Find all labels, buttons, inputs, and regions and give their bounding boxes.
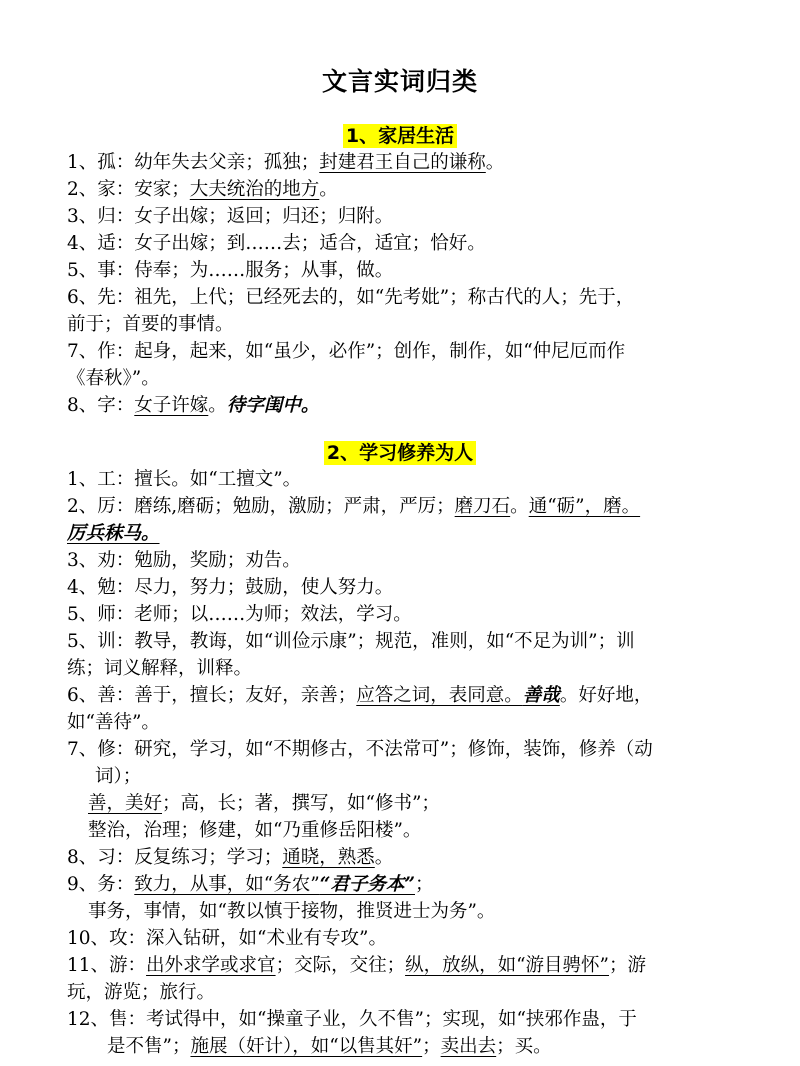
underlined-text: 致力，从事，如“务农” bbox=[134, 874, 320, 895]
underlined-text: 磨刀石 bbox=[454, 496, 511, 517]
entry-2-12: 12、售：考试得中，如“操童子业，久不售”；实现，如“挟邪作蛊，于 bbox=[67, 1009, 637, 1030]
text: 9、务： bbox=[67, 874, 135, 895]
entry-2-11 bbox=[67, 953, 760, 979]
entry-2-5: 5、师：老师；以……为师；效法，学习。 bbox=[67, 604, 412, 625]
text: 。 bbox=[319, 179, 338, 200]
entry-2-3: 3、劝：勉励，奖励；劝告。 bbox=[67, 550, 301, 571]
entry-2-9-sense2: 事务，事情，如“教以慎于接物，推贤进士为务”。 bbox=[88, 901, 496, 922]
entry-2-11-cont: 玩，游览；旅行。 bbox=[67, 982, 216, 1003]
entry-1-7: 7、作：起身，起来，如“虽少，必作”；创作，制作，如“仲尼厄而作 bbox=[67, 341, 626, 362]
entry-2-2-cont bbox=[67, 521, 760, 547]
section-heading-2 bbox=[0, 440, 800, 466]
entry-2-7-sense2 bbox=[88, 791, 760, 817]
entry-2-12-cont bbox=[107, 1034, 760, 1060]
entry-1-6: 6、先：祖先，上代；已经死去的，如“先考妣”；称古代的人；先于， bbox=[67, 287, 635, 308]
text: 8、字： bbox=[67, 395, 135, 416]
entry-2-9 bbox=[67, 872, 760, 898]
entry-2-2 bbox=[67, 494, 760, 520]
entry-1-1 bbox=[67, 150, 760, 176]
underlined-text: 出外求学或求官 bbox=[146, 955, 276, 976]
entry-2-6-cont: 如“善待”。 bbox=[67, 712, 160, 733]
entry-2-7-sense3: 整治，治理；修建，如“乃重修岳阳楼”。 bbox=[88, 820, 422, 841]
entry-2-5b: 5、训：教导，教诲，如“训俭示康”；规范，准则，如“不足为训”；训 bbox=[67, 631, 635, 652]
page-title: 文言实词归类 bbox=[321, 67, 478, 96]
text: 。 bbox=[374, 847, 394, 868]
text: 1、孤：幼年失去父亲；孤独； bbox=[67, 152, 320, 173]
underlined-text: 纵，放纵，如“游目骋怀” bbox=[405, 955, 609, 976]
underlined-text: 应答之词，表同意。 bbox=[356, 685, 523, 706]
entry-2-5b-cont: 练；词义解释，训释。 bbox=[67, 658, 253, 679]
text: 是不售”； bbox=[107, 1036, 191, 1057]
entry-1-5: 5、事：侍奉；为……服务；从事，做。 bbox=[67, 260, 394, 281]
underlined-text: 女子许嫁 bbox=[134, 395, 209, 416]
text: 6、善：善于，擅长；友好，亲善； bbox=[67, 685, 357, 706]
text: ；买。 bbox=[496, 1036, 552, 1057]
entry-2-7: 7、修：研究，学习，如“不期修古，不法常可”；修饰，装饰，修养（动 bbox=[67, 739, 653, 760]
text: 2、家：安家； bbox=[67, 179, 190, 200]
text: 。 bbox=[485, 152, 505, 173]
text: ；交际，交往； bbox=[275, 955, 406, 976]
handwritten-text: 善哉 bbox=[522, 685, 560, 706]
text: 11、游： bbox=[67, 955, 147, 976]
underlined-text: 封建君王自己的谦称 bbox=[319, 152, 486, 173]
entry-2-8 bbox=[67, 845, 760, 871]
underlined-text: 通晓，熟悉 bbox=[282, 847, 375, 868]
entry-1-6-cont: 前于；首要的事情。 bbox=[67, 314, 234, 335]
text: 。 bbox=[208, 395, 227, 416]
text: ；高，长；著，撰写，如“修书”； bbox=[162, 793, 440, 814]
entry-2-7-cont: 词）； bbox=[95, 766, 142, 787]
entry-1-2 bbox=[67, 177, 760, 203]
section-heading-1 bbox=[0, 123, 800, 149]
entry-2-1: 1、工：擅长。如“工擅文”。 bbox=[67, 469, 302, 490]
text: ； bbox=[415, 874, 434, 895]
text: ； bbox=[422, 1036, 441, 1057]
handwritten-text: 厉兵秣马。 bbox=[67, 523, 160, 544]
text: 2、厉：磨练,磨砺；勉励，激励；严肃，严厉； bbox=[67, 496, 455, 517]
entry-2-4: 4、勉：尽力，努力；鼓励，使人努力。 bbox=[67, 577, 394, 598]
underlined-text: 卖出去 bbox=[440, 1036, 497, 1057]
entry-2-10: 10、攻：深入钻研，如“术业有专攻”。 bbox=[67, 928, 387, 949]
text: 。好好地， bbox=[559, 685, 653, 706]
text: 。 bbox=[510, 496, 529, 517]
section-heading-2-label: 2、学习修养为人 bbox=[324, 441, 476, 465]
underlined-text: 大夫统治的地方 bbox=[189, 179, 320, 200]
underlined-text: 善，美好 bbox=[88, 793, 163, 814]
handwritten-text: “君子务本” bbox=[319, 874, 415, 895]
entry-1-4: 4、适：女子出嫁；到……去；适合，适宜；恰好。 bbox=[67, 233, 486, 254]
text: ；游 bbox=[609, 955, 647, 976]
entry-1-3: 3、归：女子出嫁；返回；归还；归附。 bbox=[67, 206, 394, 227]
underlined-text: 通“砺”，磨。 bbox=[528, 496, 641, 517]
entry-1-7-cont: 《春秋》”。 bbox=[67, 368, 160, 389]
entry-2-6 bbox=[67, 683, 760, 709]
section-heading-1-label: 1、家居生活 bbox=[343, 124, 457, 148]
underlined-text: 施展（奸计），如“以售其奸” bbox=[190, 1036, 423, 1057]
handwritten-text: 待字闺中。 bbox=[226, 395, 320, 416]
text: 8、习：反复练习；学习； bbox=[67, 847, 283, 868]
entry-1-8 bbox=[67, 393, 760, 419]
